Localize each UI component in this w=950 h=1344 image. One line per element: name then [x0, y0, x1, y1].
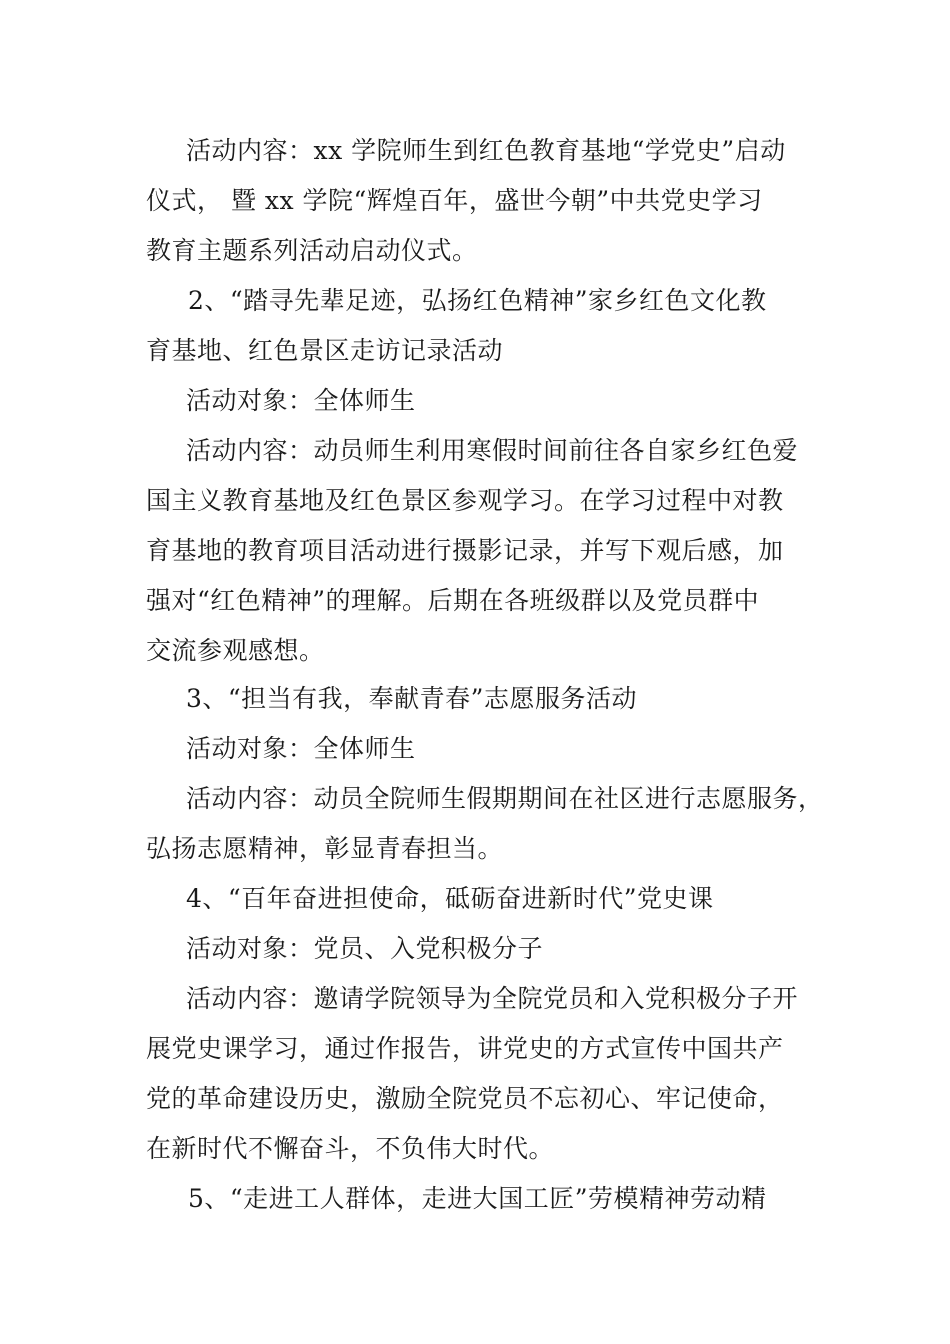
section-heading: 5、“走进工人群体，走进大国工匠”劳模精神劳动精	[188, 1184, 767, 1213]
text-line: 交流参观感想。	[146, 636, 325, 665]
section-heading: 4、“百年奋进担使命，砥砺奋进新时代”党史课	[186, 884, 714, 913]
text-line: 弘扬志愿精神，彰显青春担当。	[146, 834, 504, 863]
text-line: 活动内容：邀请学院领导为全院党员和入党积极分子开	[186, 984, 799, 1013]
section-heading: 3、“担当有我，奉献青春”志愿服务活动	[186, 684, 637, 713]
text-line: 活动内容：动员全院师生假期期间在社区进行志愿服务，	[186, 784, 824, 813]
text-line: 活动对象：全体师生	[186, 734, 416, 763]
text-line: 活动对象：全体师生	[186, 386, 416, 415]
text-line: 育基地的教育项目活动进行摄影记录，并写下观后感，加	[146, 536, 784, 565]
text-line: 活动对象：党员、入党积极分子	[186, 934, 544, 963]
section-heading: 2、“踏寻先辈足迹，弘扬红色精神”家乡红色文化教	[188, 286, 767, 315]
text-line: 在新时代不懈奋斗，不负伟大时代。	[146, 1134, 555, 1163]
text-line: 展党史课学习，通过作报告，讲党史的方式宣传中国共产	[146, 1034, 784, 1063]
text-line: 党的革命建设历史，激励全院党员不忘初心、牢记使命，	[146, 1084, 784, 1113]
text-line: 育基地、红色景区走访记录活动	[146, 336, 504, 365]
text-line: 国主义教育基地及红色景区参观学习。在学习过程中对教	[146, 486, 784, 515]
text-line: 教育主题系列活动启动仪式。	[146, 236, 478, 265]
text-line: 强对“红色精神”的理解。后期在各班级群以及党员群中	[146, 586, 760, 615]
text-line: 活动内容：xx 学院师生到红色教育基地“学党史”启动	[186, 136, 786, 165]
text-line: 仪式， 暨 xx 学院“辉煌百年，盛世今朝”中共党史学习	[146, 186, 763, 215]
text-line: 活动内容：动员师生利用寒假时间前往各自家乡红色爱	[186, 436, 799, 465]
